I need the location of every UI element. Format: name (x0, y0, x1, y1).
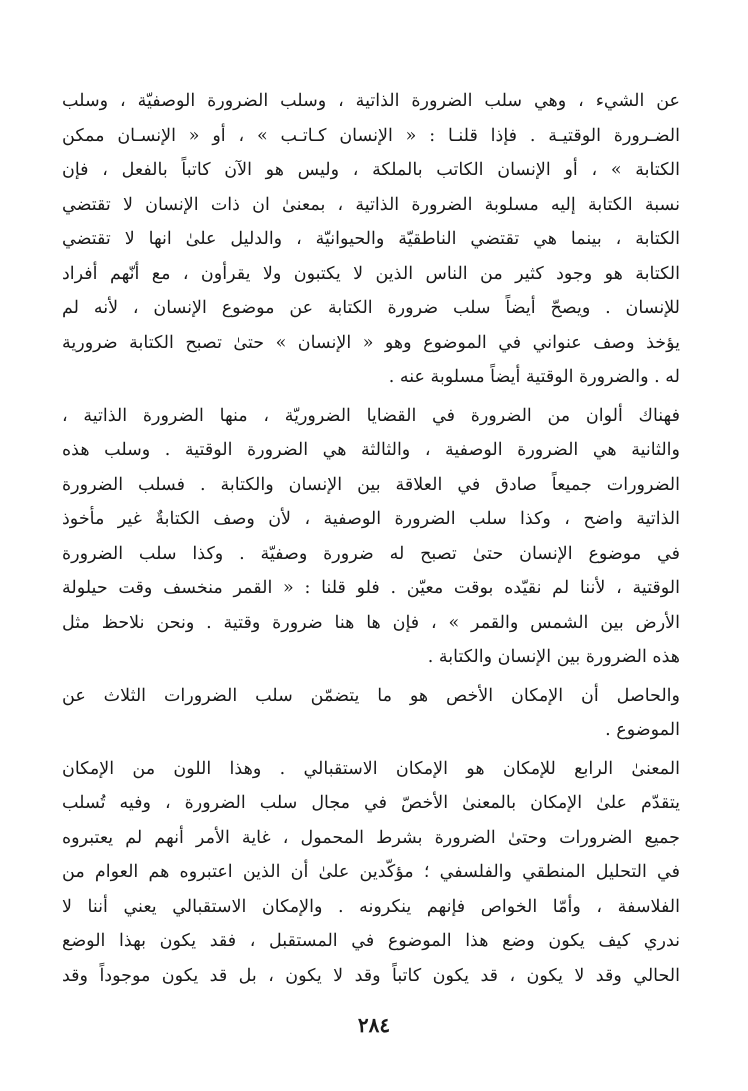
text-line: له . والضرورة الوقتية أيضاً مسلوبة عنه . (388, 367, 680, 387)
body-text (62, 84, 680, 993)
text-line: الكتابة هو وجود كثير من الناس الذين لا يكتبون ولا يقرأون ، مع أنّهم أفراد (62, 263, 680, 284)
text-line: يؤخذ وصف عنواني في الموضوع وهو « الإنسان » حتىٰ تصبح الكتابة ضرورية (62, 332, 680, 353)
text-line: الذاتية واضح ، وكذا سلب الضرورة الوصفية ، لأن وصف الكتابةٌ غير مأخوذ (62, 509, 680, 529)
text-line: الكتابة ، بينما هي تقتضي الناطقيّة والحيوانيّة ، والدليل علىٰ انها لا تقتضي (62, 229, 680, 249)
text-line: جميع الضرورات وحتىٰ الضرورة بشرط المحمول ، غاية الأمر أنهم لم يعتبروه (62, 827, 680, 848)
text-line: نسبة الكتابة إليه مسلوبة الضرورة الذاتية ، بمعنىٰ ان ذات الإنسان لا تقتضي (62, 194, 680, 215)
text-line: في موضوع الإنسان حتىٰ تصبح له ضرورة وصفيّة . وكذا سلب الضرورة (62, 543, 680, 564)
text-line: للإنسان . ويصحّ أيضاً سلب ضرورة الكتابة عن موضوع الإنسان ، لأنه لم (62, 298, 680, 318)
text-line: هذه الضرورة بين الإنسان والكتابة . (427, 647, 680, 667)
text-line: عن الشيء ، وهي سلب الضرورة الذاتية ، وسلب الضرورة الوصفيّة ، وسلب (62, 91, 680, 111)
text-line: الأرض بين الشمس والقمر » ، فإن ها هنا ضرورة وقتية . ونحن نلاحظ مثل (62, 612, 680, 633)
text-line: الكتابة » ، أو الإنسان الكاتب بالملكة ، وليس هو الآن كاتباً بالفعل ، فإن (62, 160, 680, 180)
paragraph-4 (62, 752, 680, 994)
text-line: والثانية هي الضرورة الوصفية ، والثالثة هي الضرورة الوقتية . وسلب هذه (62, 440, 680, 460)
text-line: في التحليل المنطقي والفلسفي ؛ مؤكّدين علىٰ أن الذين اعتبروه هم العوام من (62, 862, 680, 882)
text-line: يتقدّم علىٰ الإمكان بالمعنىٰ الأخصّ في مجال سلب الضرورة ، وفيه تُسلب (62, 793, 680, 813)
text-line: فهناك ألوان من الضرورة في القضايا الضروريّة ، منها الضرورة الذاتية ، (62, 405, 680, 426)
text-line: الموضوع . (605, 720, 680, 740)
text-line: والحاصل أن الإمكان الأخص هو ما يتضمّن سلب الضرورات الثلاث عن (62, 685, 680, 706)
text-line: المعنىٰ الرابع للإمكان هو الإمكان الاستقبالي . وهذا اللون من الإمكان (62, 758, 680, 779)
text-line: الحالي وقد لا يكون ، قد يكون كاتباً وقد لا يكون ، بل قد يكون موجوداً وقد (62, 965, 680, 986)
paragraph-1 (62, 84, 680, 395)
paragraph-2 (62, 399, 680, 675)
text-line: الضرورات جميعاً صادق في العلاقة بين الإنسان والكتابة . فسلب الضرورة (62, 474, 680, 495)
text-line: الوقتية ، لأننا لم نقيّده بوقت معيّن . فلو قلنا : « القمر منخسف وقت حيلولة (62, 578, 680, 598)
page-number: ٢٨٤ (357, 1013, 391, 1037)
text-line: ندري كيف يكون وضع هذا الموضوع في المستقبل ، فقد يكون بهذا الوضع (62, 931, 680, 951)
text-line: الضـرورة الوقتيـة . فإذا قلنـا : « الإنسان كـاتـب » ، أو « الإنسـان ممكن (62, 125, 680, 146)
text-line: الفلاسفة ، وأمّا الخواص فإنهم ينكرونه . والإمكان الاستقبالي يعني أننا لا (62, 896, 680, 917)
paragraph-3 (62, 679, 680, 748)
